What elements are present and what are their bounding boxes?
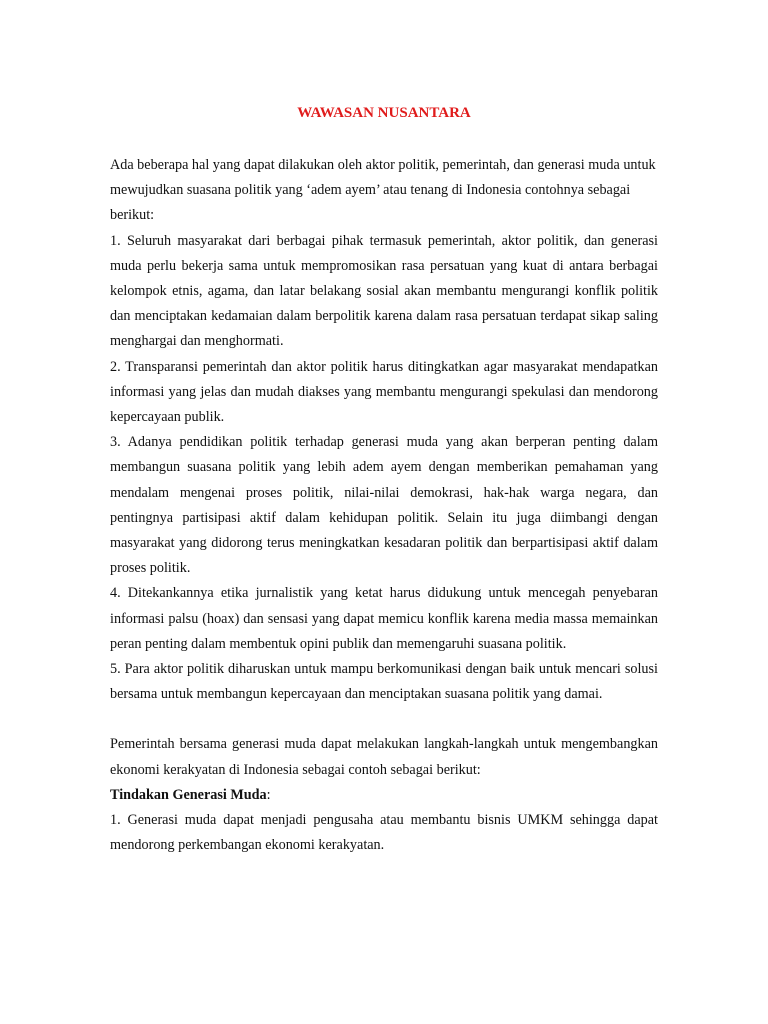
document-title: WAWASAN NUSANTARA <box>297 105 471 121</box>
subheading-colon: : <box>266 786 271 803</box>
sub-list-item-1: 1. Generasi muda dapat menjadi pengusaha atau membantu bisnis UMKM sehingga dapat mendorong perkembangan ekonomi kerakyatan. <box>110 812 658 854</box>
list-item-3: 3. Adanya pendidikan politik terhadap generasi muda yang akan berperan penting dalam membangun suasana politik yang lebih adem ayem dengan memberikan pemahaman yang mendalam mengenai proses politik, nilai-nilai demokrasi, hak-hak warga negara, dan pentingnya partisipasi aktif dalam kehidupan politik. Selain itu juga diimbangi dengan masyarakat yang didorong terus meningkatkan kesadaran politik dan berpartisipasi aktif dalam proses politik. <box>110 434 658 577</box>
section-subheading <box>110 783 658 808</box>
paragraph-spacer <box>110 707 658 732</box>
list-item-1: 1. Seluruh masyarakat dari berbagai pihak termasuk pemerintah, aktor politik, dan generasi muda perlu bekerja sama untuk mempromosikan rasa persatuan yang kuat di antara berbagai kelompok etnis, agama, dan latar belakang sosial akan membantu mengurangi konflik politik dan menciptakan kedamaian dalam berpolitik karena dalam rasa persatuan terdapat sikap saling menghargai dan menghormati. <box>110 232 658 350</box>
intro-paragraph: Ada beberapa hal yang dapat dilakukan oleh aktor politik, pemerintah, dan generasi muda untuk mewujudkan suasana politik yang ‘adem ayem’ atau tenang di Indonesia contohnya sebagai berikut: <box>110 157 656 224</box>
second-intro-paragraph: Pemerintah bersama generasi muda dapat melakukan langkah-langkah untuk mengembangkan ekonomi kerakyatan di Indonesia sebagai contoh sebagai berikut: <box>110 736 658 778</box>
list-item-5: 5. Para aktor politik diharuskan untuk mampu berkomunikasi dengan baik untuk mencari solusi bersama untuk membangun kepercayaan dan menciptakan suasana politik yang damai. <box>110 661 658 703</box>
document-body <box>110 101 658 858</box>
list-item-2: 2. Transparansi pemerintah dan aktor politik harus ditingkatkan agar masyarakat mendapatkan informasi yang jelas dan mudah diakses yang membantu mengurangi spekulasi dan mendorong kepercayaan publik. <box>110 358 658 426</box>
list-item-4: 4. Ditekankannya etika jurnalistik yang ketat harus didukung untuk mencegah penyebaran informasi palsu (hoax) dan sensasi yang dapat memicu konflik karena media massa memainkan peran penting dalam membentuk opini publik dan memengaruhi suasana politik. <box>110 585 658 652</box>
subheading-text: Tindakan Generasi Muda <box>110 786 267 803</box>
